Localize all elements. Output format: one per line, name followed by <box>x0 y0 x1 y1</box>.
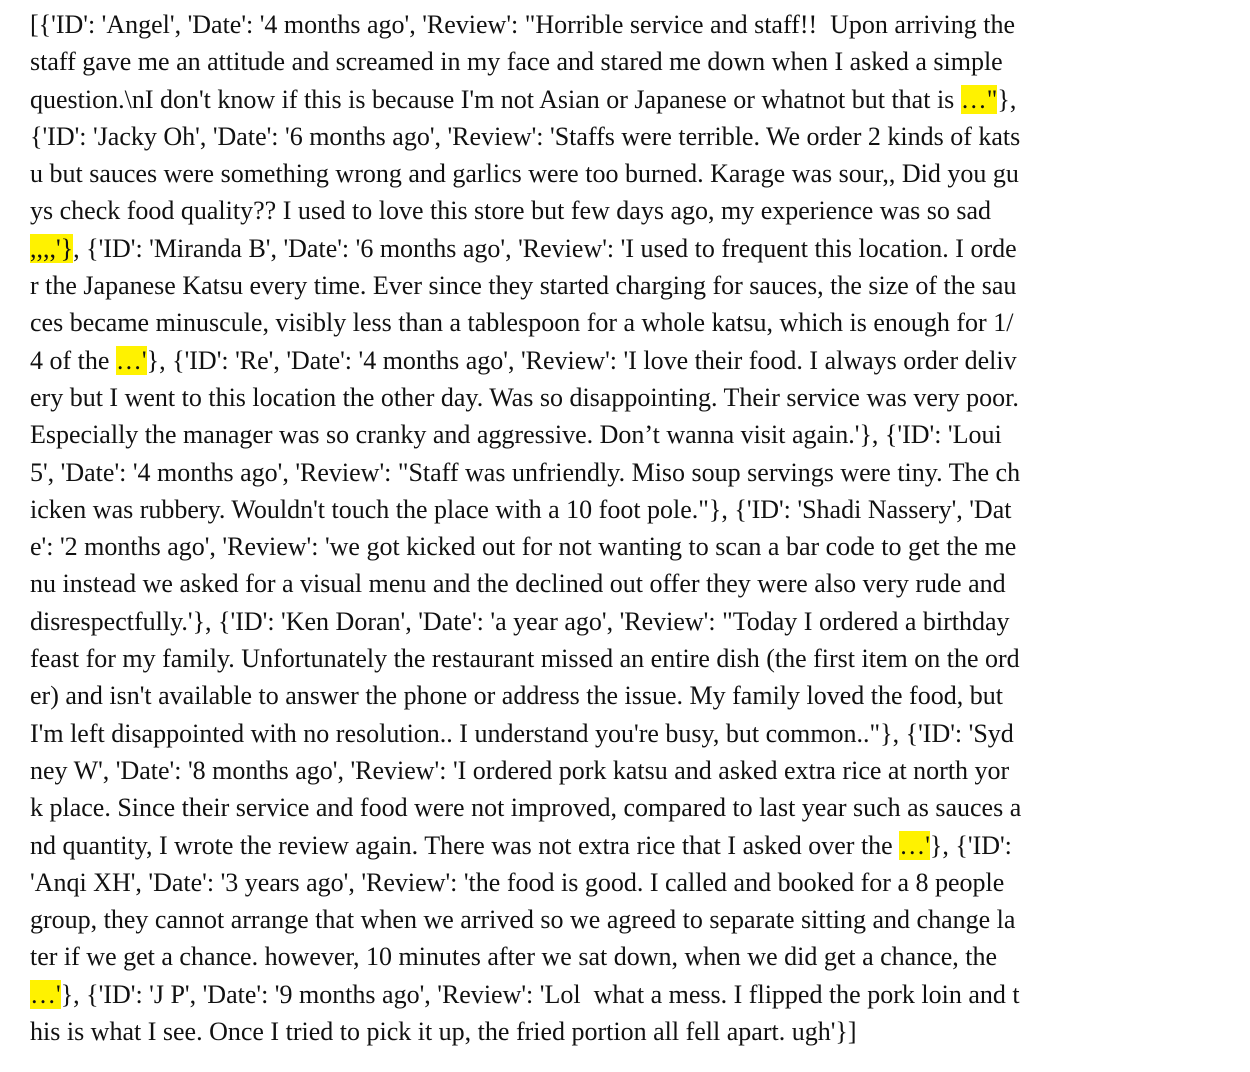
text-line <box>30 565 1220 602</box>
review-document <box>30 6 1220 1050</box>
highlighted-ellipsis: …' <box>115 345 147 375</box>
text-line <box>30 379 1220 416</box>
text-segment: , {'ID': 'Miranda B', 'Date': '6 months ago', 'Review': 'I used to frequent this location. I orde <box>73 233 1017 263</box>
text-line <box>30 230 1220 267</box>
text-line <box>30 789 1220 826</box>
text-line <box>30 715 1220 752</box>
text-segment: 4 of the <box>30 345 116 375</box>
text-segment: u but sauces were something wrong and garlics were too burned. Karage was sour,, Did you gu <box>30 159 1019 189</box>
text-segment: k place. Since their service and food were not improved, compared to last year such as sauces a <box>30 793 1022 823</box>
text-segment: ys check food quality?? I used to love this store but few days ago, my experience was so sad <box>30 196 992 226</box>
text-segment: disrespectfully.'}, {'ID': 'Ken Doran', 'Date': 'a year ago', 'Review': "Today I ordered a birthday <box>30 606 1010 636</box>
text-line <box>30 43 1220 80</box>
text-line <box>30 454 1220 491</box>
text-segment: ery but I went to this location the other day. Was so disappointing. Their service was very poor. <box>30 382 1019 412</box>
text-line <box>30 6 1220 43</box>
text-line <box>30 118 1220 155</box>
text-segment: staff gave me an attitude and screamed in my face and stared me down when I asked a simple <box>30 47 1003 77</box>
text-segment: }, {'ID': 'Re', 'Date': '4 months ago', 'Review': 'I love their food. I always order deliv <box>146 345 1017 375</box>
text-line <box>30 938 1220 975</box>
text-line <box>30 976 1220 1013</box>
text-segment: Especially the manager was so cranky and aggressive. Don’t wanna visit again.'}, {'ID': 'Loui <box>30 420 1002 450</box>
text-line <box>30 491 1220 528</box>
text-line <box>30 192 1220 229</box>
text-segment: }, {'ID': 'J P', 'Date': '9 months ago', 'Review': 'Lol what a mess. I flipped the pork loin and t <box>60 979 1020 1009</box>
text-line <box>30 864 1220 901</box>
text-line <box>30 416 1220 453</box>
text-segment: r the Japanese Katsu every time. Ever since they started charging for sauces, the size of the sau <box>30 271 1017 301</box>
text-line <box>30 901 1220 938</box>
text-segment: [{'ID': 'Angel', 'Date': '4 months ago', 'Review': "Horrible service and staff!! Upon arriving the <box>30 10 1015 39</box>
text-line <box>30 603 1220 640</box>
text-segment: ces became minuscule, visibly less than a tablespoon for a whole katsu, which is enough for 1/ <box>30 308 1014 338</box>
text-segment: }, {'ID': <box>929 830 1012 860</box>
highlighted-ellipsis: …' <box>899 830 930 860</box>
text-segment: icken was rubbery. Wouldn't touch the place with a 10 foot pole."}, {'ID': 'Shadi Nassery', 'Dat <box>30 494 1012 524</box>
text-line <box>30 677 1220 714</box>
text-segment: his is what I see. Once I tried to pick it up, the fried portion all fell apart. ugh'}] <box>30 1017 857 1047</box>
text-line <box>30 752 1220 789</box>
text-line <box>30 827 1220 864</box>
text-segment: feast for my family. Unfortunately the restaurant missed an entire dish (the first item on the ord <box>30 644 1020 674</box>
text-segment: 5', 'Date': '4 months ago', 'Review': "Staff was unfriendly. Miso soup servings were tiny. The ch <box>30 457 1021 487</box>
text-segment: question.\nI don't know if this is because I'm not Asian or Japanese or whatnot but that is <box>30 84 961 114</box>
text-line <box>30 528 1220 565</box>
text-segment: group, they cannot arrange that when we arrived so we agreed to separate sitting and change la <box>30 905 1016 935</box>
text-line <box>30 267 1220 304</box>
text-line <box>30 342 1220 379</box>
text-line <box>30 155 1220 192</box>
text-segment: }, <box>997 84 1017 114</box>
text-segment: 'Anqi XH', 'Date': '3 years ago', 'Review': 'the food is good. I called and booked for a 8 people <box>30 867 1005 897</box>
text-segment: nd quantity, I wrote the review again. There was not extra rice that I asked over the <box>30 830 900 860</box>
text-segment: I'm left disappointed with no resolution.. I understand you're busy, but common.."}, {'ID': 'Syd <box>30 718 1014 748</box>
text-line <box>30 640 1220 677</box>
text-segment: ney W', 'Date': '8 months ago', 'Review': 'I ordered pork katsu and asked extra rice at north yor <box>30 755 1010 785</box>
highlighted-ellipsis: ,,,,'} <box>30 233 74 263</box>
text-line <box>30 81 1220 118</box>
text-segment: e': '2 months ago', 'Review': 'we got kicked out for not wanting to scan a bar code to get the me <box>30 532 1017 562</box>
text-line <box>30 1013 1220 1050</box>
text-segment: {'ID': 'Jacky Oh', 'Date': '6 months ago', 'Review': 'Staffs were terrible. We order 2 kinds of kats <box>30 121 1021 151</box>
text-segment: nu instead we asked for a visual menu and the declined out offer they were also very rude and <box>30 569 1006 599</box>
highlighted-ellipsis: …' <box>30 979 61 1009</box>
text-line <box>30 304 1220 341</box>
highlighted-ellipsis: …" <box>960 84 998 114</box>
text-segment: ter if we get a chance. however, 10 minutes after we sat down, when we did get a chance, the <box>30 942 998 972</box>
text-segment: er) and isn't available to answer the phone or address the issue. My family loved the food, but <box>30 681 1003 711</box>
